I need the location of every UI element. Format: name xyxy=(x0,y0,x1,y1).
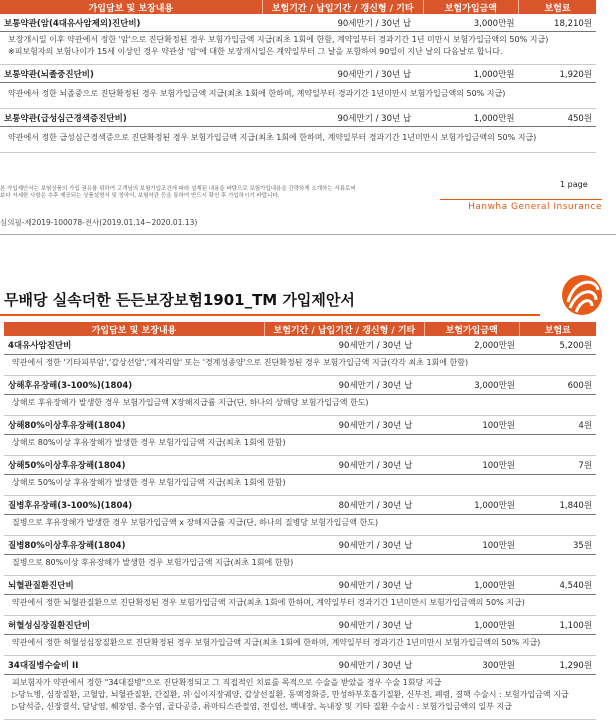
coverage-row xyxy=(4,376,596,395)
col-premium: 보험료 xyxy=(519,0,597,14)
coverage-period: 90세만기 / 30년 납 xyxy=(264,336,424,355)
coverage-premium: 1,920원 xyxy=(519,65,597,83)
coverage-amount: 1,000만원 xyxy=(424,576,519,595)
coverage-row xyxy=(4,536,596,555)
footer-notes xyxy=(0,186,520,200)
coverage-name: 상해50%이상후유장해(1804) xyxy=(4,456,264,475)
coverage-period: 90세만기 / 30년 납 xyxy=(264,536,424,555)
doc-title: 무배당 실속더한 든든보장보험1901_TM 가입제안서 xyxy=(4,291,355,309)
coverage-name: 보통약관(급성심근경색증진단비) xyxy=(0,109,262,127)
coverage-amount: 1,000만원 xyxy=(423,65,518,83)
coverage-description-row xyxy=(4,355,596,376)
coverage-name: 상해후유장해(3-100%)(1804) xyxy=(4,376,264,395)
coverage-period: 90세만기 / 30년 납 xyxy=(262,65,423,83)
coverage-name: 34대질병수술비 II xyxy=(4,656,264,675)
coverage-period: 90세만기 / 30년 납 xyxy=(264,416,424,435)
coverage-amount: 1,000만원 xyxy=(423,109,518,127)
coverage-amount: 100만원 xyxy=(424,536,519,555)
coverage-period: 90세만기 / 30년 납 xyxy=(264,616,424,635)
coverage-description-row xyxy=(0,32,596,65)
bottom-table xyxy=(4,322,596,720)
coverage-description: 보장개시일 이후 약관에서 정한 '암'으로 진단확정된 경우 보험가입금액 지급(최초 1회에 한함, 계약일부터 경과기간 1년 미만시 보험가입금액의 50% 지급) ※피보험자의 보험나이가 15세 이상인 경우 약관상 '암'에 대한 보장개시일은 계약일부터 그 날을 포함하여 90일이 지난 날의 다음날로 합니다. xyxy=(0,32,596,65)
footer-note: 본 가입제안서는 보험상품의 가입 권유를 위하여 고객님의 보험가입조건에 따라 설계된 내용을 바탕으로 보험가입내용을 간략하게 소개하는 서류로써 xyxy=(0,186,356,192)
hanwha-logo xyxy=(552,272,608,318)
coverage-name: 보통약관(뇌졸중진단비) xyxy=(0,65,262,83)
coverage-name: 질병후유장해(3-100%)(1804) xyxy=(4,496,264,515)
col-coverage: 가입담보 및 보장내용 xyxy=(0,0,262,14)
coverage-premium: 4,540원 xyxy=(519,576,596,595)
coverage-period: 90세만기 / 30년 납 xyxy=(264,576,424,595)
review-number: 심의필-제2019-100078-전사(2019.01.14~2020.01.13) xyxy=(0,218,198,227)
coverage-description-row xyxy=(4,395,596,416)
title-underline xyxy=(0,314,540,316)
coverage-description: 약관에서 정한 '기타피부암','갑상선암','제자리암' 또는 '경계성종양'으로 진단확정된 경우 보험가입금액 지급(각각 최초 1회에 한함) xyxy=(4,355,596,376)
coverage-description-row xyxy=(4,595,596,616)
coverage-premium: 1,840원 xyxy=(519,496,596,515)
coverage-description-row xyxy=(4,475,596,496)
footer-note: 보다 자세한 사항은 추후 제공되는 상품설명서 및 청약서, 보험약관 등을 통하여 반드시 확인 후 가입하시기 바랍니다. xyxy=(0,193,280,199)
coverage-row xyxy=(4,496,596,515)
coverage-premium: 18,210원 xyxy=(519,14,597,32)
coverage-description: 약관에서 정한 허혈성심장질환으로 진단확정된 경우 보험가입금액 지급(최초 1회에 한하며, 계약일부터 경과기간 1년미만시 보험가입금액의 50% 지급) xyxy=(4,635,596,656)
coverage-premium: 35원 xyxy=(519,536,596,555)
coverage-description: 약관에서 정한 급성심근경색증으로 진단확정된 경우 보험가입금액 지급(최초 1회에 한하며, 계약일부터 경과기간 1년미만시 보험가입금액의 50% 지급) xyxy=(0,127,596,153)
col-period: 보험기간 / 납입기간 / 갱신형 / 기타 xyxy=(262,0,423,14)
coverage-amount: 300만원 xyxy=(424,656,519,675)
coverage-row xyxy=(0,109,596,127)
coverage-amount: 3,000만원 xyxy=(424,376,519,395)
coverage-name: 상해80%이상후유장해(1804) xyxy=(4,416,264,435)
coverage-period: 90세만기 / 30년 납 xyxy=(264,656,424,675)
col-amount: 보험가입금액 xyxy=(424,322,519,336)
coverage-row xyxy=(4,416,596,435)
coverage-period: 90세만기 / 30년 납 xyxy=(262,109,423,127)
coverage-description-row xyxy=(4,435,596,456)
coverage-amount: 3,000만원 xyxy=(423,14,518,32)
coverage-description: 질병으로 80%이상 후유장해가 발생한 경우 보험가입금액 지급(최초 1회에 한함) xyxy=(4,555,596,576)
coverage-description: 상해로 후유장해가 발생한 경우 보험가입금액 X장해지급률 지급(단, 하나의 상해당 보험가입금액 한도) xyxy=(4,395,596,416)
col-period: 보험기간 / 납입기간 / 갱신형 / 기타 xyxy=(264,322,424,336)
col-premium: 보험료 xyxy=(519,322,596,336)
coverage-description: 약관에서 정한 뇌혈관질환으로 진단확정된 경우 보험가입금액 지급(최초 1회에 한하며, 계약일부터 경과기간 1년미만시 보험가입금액의 50% 지급) xyxy=(4,595,596,616)
coverage-row xyxy=(0,65,596,83)
coverage-row xyxy=(0,14,596,32)
coverage-description-row xyxy=(4,675,596,720)
col-amount: 보험가입금액 xyxy=(423,0,518,14)
coverage-name: 보통약관(암(4대유사암제외)진단비) xyxy=(0,14,262,32)
coverage-amount: 1,000만원 xyxy=(424,496,519,515)
coverage-row xyxy=(4,456,596,475)
coverage-period: 90세만기 / 30년 납 xyxy=(264,456,424,475)
coverage-premium: 450원 xyxy=(519,109,597,127)
coverage-period: 80세만기 / 30년 납 xyxy=(264,496,424,515)
coverage-name: 뇌혈관질환진단비 xyxy=(4,576,264,595)
coverage-premium: 1,290원 xyxy=(519,656,596,675)
table-header xyxy=(0,0,596,14)
section-divider xyxy=(0,234,616,235)
coverage-name: 허혈성심장질환진단비 xyxy=(4,616,264,635)
coverage-description-row xyxy=(0,83,596,109)
page-number: 1 page xyxy=(560,180,588,189)
coverage-description-row xyxy=(0,127,596,153)
coverage-premium: 4원 xyxy=(519,416,596,435)
coverage-row xyxy=(4,576,596,595)
coverage-premium: 5,200원 xyxy=(519,336,596,355)
coverage-amount: 100만원 xyxy=(424,416,519,435)
brand-logo-text: Hanwha General Insurance xyxy=(440,199,602,212)
coverage-premium: 600원 xyxy=(519,376,596,395)
coverage-description: 피보험자가 약관에서 정한 "34대질병"으로 진단확정되고 그 직접적인 치료를 목적으로 수술을 받았을 경우 수술 1회당 지급 ▷당뇨병, 심장질환, 고혈압, 뇌혈관질환, 간질환, 위·십이지장궤양, 갑상선질환, 동맥경화증, 만성하부호흡기질환, 신부전, 폐렴, 결핵 수술시 : 보험가입금액 지급 ▷담석증, 신장결석, 담낭염, 췌장염, 충수염, 골다공증, 류마티스관절염, 전립선, 백내장, 녹내장 및 기타 질환 수술시 : 보험가입금액의 일부 지급 xyxy=(4,675,596,720)
coverage-row xyxy=(4,336,596,355)
coverage-amount: 1,000만원 xyxy=(424,616,519,635)
coverage-row xyxy=(4,616,596,635)
coverage-amount: 100만원 xyxy=(424,456,519,475)
coverage-description: 상해로 50%이상 후유장해가 발생한 경우 보험가입금액 지급(최초 1회에 한함) xyxy=(4,475,596,496)
coverage-description-row xyxy=(4,555,596,576)
coverage-description: 약관에서 정한 뇌졸중으로 진단확정된 경우 보험가입금액 지급(최초 1회에 한하며, 계약일부터 경과기간 1년미만시 보험가입금액의 50% 지급) xyxy=(0,83,596,109)
coverage-period: 90세만기 / 30년 납 xyxy=(264,376,424,395)
table-header xyxy=(4,322,596,336)
coverage-name: 질병80%이상후유장해(1804) xyxy=(4,536,264,555)
coverage-premium: 7원 xyxy=(519,456,596,475)
coverage-description: 상해로 80%이상 후유장해가 발생한 경우 보험가입금액 지급(최초 1회에 한함) xyxy=(4,435,596,456)
coverage-description-row xyxy=(4,635,596,656)
col-coverage: 가입담보 및 보장내용 xyxy=(4,322,264,336)
coverage-premium: 1,100원 xyxy=(519,616,596,635)
coverage-amount: 2,000만원 xyxy=(424,336,519,355)
coverage-period: 90세만기 / 30년 납 xyxy=(262,14,423,32)
coverage-description: 질병으로 후유장해가 발생한 경우 보험가입금액 x 장해지급률 지급(단, 하나의 질병당 보험가입금액 한도) xyxy=(4,515,596,536)
coverage-row xyxy=(4,656,596,675)
top-table xyxy=(0,0,596,153)
coverage-name: 4대유사암진단비 xyxy=(4,336,264,355)
coverage-description-row xyxy=(4,515,596,536)
